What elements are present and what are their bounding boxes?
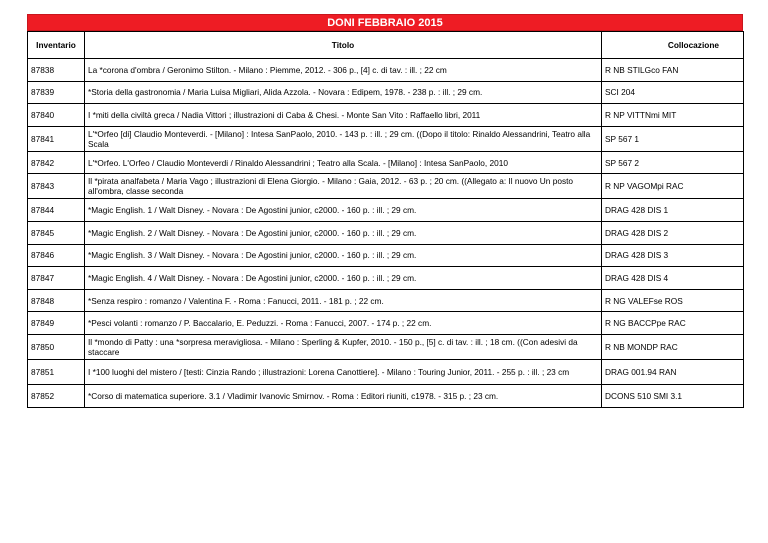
header-inventario: Inventario: [28, 32, 85, 59]
collocation-cell: DRAG 001.94 RAN: [602, 359, 744, 384]
inventory-number-cell: 87843: [28, 174, 85, 199]
inventory-number-cell: 87851: [28, 359, 85, 384]
collocation-cell: DRAG 428 DIS 4: [602, 267, 744, 290]
inventory-number-cell: 87850: [28, 334, 85, 359]
title-cell: *Storia della gastronomia / Maria Luisa Migliari, Alida Azzola. - Novara : Edipem, 1978. - 238 p. : ill. ; 29 cm.: [85, 81, 602, 104]
header-titolo: Titolo: [85, 32, 602, 59]
table-row: [28, 59, 744, 82]
inventory-number-cell: 87852: [28, 384, 85, 407]
title-cell: *Magic English. 3 / Walt Disney. - Novara : De Agostini junior, c2000. - 160 p. : ill. ; 29 cm.: [85, 244, 602, 267]
collocation-cell: SCI 204: [602, 81, 744, 104]
inventory-number-cell: 87847: [28, 267, 85, 290]
inventory-number-cell: 87841: [28, 126, 85, 151]
table-row: [28, 199, 744, 222]
collocation-cell: SP 567 1: [602, 126, 744, 151]
inventory-number-cell: 87844: [28, 199, 85, 222]
inventory-number-cell: 87848: [28, 289, 85, 312]
inventory-number-cell: 87838: [28, 59, 85, 82]
table-row: [28, 244, 744, 267]
collocation-cell: R NP VITTNmi MIT: [602, 104, 744, 127]
title-cell: Il *mondo di Patty : una *sorpresa meravigliosa. - Milano : Sperling & Kupfer, 2010. - 150 p., [5] c. di tav. : ill. ; 18 cm. ((Con adesivi da staccare: [85, 334, 602, 359]
title-cell: *Magic English. 4 / Walt Disney. - Novara : De Agostini junior, c2000. - 160 p. : ill. ; 29 cm.: [85, 267, 602, 290]
collocation-cell: DRAG 428 DIS 1: [602, 199, 744, 222]
title-cell: L'*Orfeo. L'Orfeo / Claudio Monteverdi / Rinaldo Alessandrini ; Teatro alla Scala. - [Milano] : Intesa SanPaolo, 2010: [85, 151, 602, 174]
table-row: [28, 289, 744, 312]
donations-table: [27, 31, 744, 408]
collocation-cell: DRAG 428 DIS 2: [602, 221, 744, 244]
table-row: [28, 81, 744, 104]
inventory-number-cell: 87846: [28, 244, 85, 267]
title-cell: L'*Orfeo [di] Claudio Monteverdi. - [Milano] : Intesa SanPaolo, 2010. - 143 p. : ill. ; 29 cm. ((Dopo il titolo: Rinaldo Alessandrini, Teatro alla Scala: [85, 126, 602, 151]
title-cell: I *miti della civiltà greca / Nadia Vittori ; illustrazioni di Caba & Chesi. - Monte San Vito : Raffaello libri, 2011: [85, 104, 602, 127]
collocation-cell: R NG VALEFse ROS: [602, 289, 744, 312]
inventory-number-cell: 87849: [28, 312, 85, 335]
donations-sheet: [27, 14, 743, 408]
table-row: [28, 151, 744, 174]
table-row: [28, 334, 744, 359]
table-row: [28, 312, 744, 335]
inventory-number-cell: 87840: [28, 104, 85, 127]
title-cell: *Senza respiro : romanzo / Valentina F. - Roma : Fanucci, 2011. - 181 p. ; 22 cm.: [85, 289, 602, 312]
table-row: [28, 384, 744, 407]
header-collocazione: Collocazione: [602, 32, 744, 59]
title-cell: Il *pirata analfabeta / Maria Vago ; illustrazioni di Elena Giorgio. - Milano : Gaia, 2012. - 63 p. ; 20 cm. ((Allegato a: Il nuovo Un posto all'ombra, classe seconda: [85, 174, 602, 199]
table-row: [28, 126, 744, 151]
collocation-cell: R NG BACCPpe RAC: [602, 312, 744, 335]
table-row: [28, 267, 744, 290]
inventory-number-cell: 87845: [28, 221, 85, 244]
collocation-cell: DCONS 510 SMI 3.1: [602, 384, 744, 407]
title-cell: La *corona d'ombra / Geronimo Stilton. - Milano : Piemme, 2012. - 306 p., [4] c. di tav. : ill. ; 22 cm: [85, 59, 602, 82]
title-cell: *Magic English. 1 / Walt Disney. - Novara : De Agostini junior, c2000. - 160 p. : ill. ; 29 cm.: [85, 199, 602, 222]
collocation-cell: R NB MONDP RAC: [602, 334, 744, 359]
title-cell: *Pesci volanti : romanzo / P. Baccalario, E. Peduzzi. - Roma : Fanucci, 2007. - 174 p. ; 22 cm.: [85, 312, 602, 335]
table-row: [28, 221, 744, 244]
collocation-cell: DRAG 428 DIS 3: [602, 244, 744, 267]
table-row: [28, 359, 744, 384]
collocation-cell: R NB STILGco FAN: [602, 59, 744, 82]
title-cell: I *100 luoghi del mistero / [testi: Cinzia Rando ; illustrazioni: Lorena Canottiere]. - Milano : Touring Junior, 2011. - 255 p. : ill. ; 23 cm: [85, 359, 602, 384]
inventory-number-cell: 87842: [28, 151, 85, 174]
collocation-cell: SP 567 2: [602, 151, 744, 174]
inventory-number-cell: 87839: [28, 81, 85, 104]
title-cell: *Magic English. 2 / Walt Disney. - Novara : De Agostini junior, c2000. - 160 p. : ill. ; 29 cm.: [85, 221, 602, 244]
sheet-banner: DONI FEBBRAIO 2015: [27, 14, 743, 31]
table-row: [28, 104, 744, 127]
collocation-cell: R NP VAGOMpi RAC: [602, 174, 744, 199]
table-row: [28, 174, 744, 199]
title-cell: *Corso di matematica superiore. 3.1 / Vladimir Ivanovic Smirnov. - Roma : Editori riuniti, c1978. - 315 p. ; 23 cm.: [85, 384, 602, 407]
header-row: [28, 32, 744, 59]
